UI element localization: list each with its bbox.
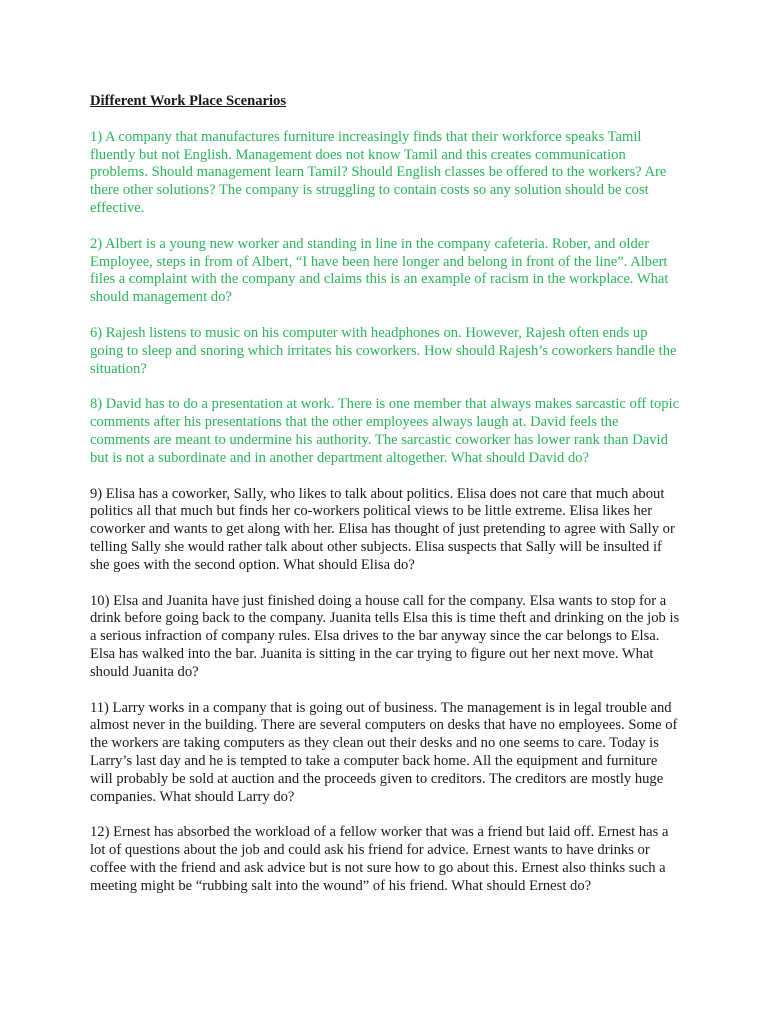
scenario-1: 1) A company that manufactures furniture increasingly finds that their workforce speaks Tamil fluently but not English. Management does not know Tamil and this creates communication problems. Should management learn Tamil? Should English classes be offered to the workers? Are there other solutions? The company is struggling to contain costs so any solution should be cost effective. [90,128,667,216]
scenario-2: 2) Albert is a young new worker and standing in line in the company cafeteria. Rober, and older Employee, steps in from of Albert, “I have been here longer and belong in front of the line”. Albert files a complaint with the company and claims this is an example of racism in the workplace. What should management do? [90,235,669,306]
scenario-12: 12) Ernest has absorbed the workload of a fellow worker that was a friend but laid off. Ernest has a lot of questions about the job and could ask his friend for advice. Ernest wants to have drinks or coffee with the friend and ask advice but is not sure how to go about this. Ernest also thinks such a meeting might be “rubbing salt into the wound” of his friend. What should Ernest do? [90,824,669,894]
document-body [90,93,682,913]
scenario-8: 8) David has to do a presentation at work. There is one member that always makes sarcastic off topic comments after his presentations that the other employees always laugh at. David feels the comments are meant to undermine his authority. The sarcastic coworker has lower rank than David but is not a subordinate and in another department altogether. What should David do? [90,396,680,466]
scenario-10: 10) Elsa and Juanita have just finished doing a house call for the company. Elsa wants to stop for a drink before going back to the company. Juanita tells Elsa this is time theft and drinking on the job is a serious infraction of company rules. Elsa drives to the bar anyway since the car belongs to Elsa. Elsa has walked into the bar. Juanita is sitting in the car trying to figure out her next move. What should Juanita do? [90,592,680,680]
scenario-6: 6) Rajesh listens to music on his computer with headphones on. However, Rajesh often ends up going to sleep and snoring which irritates his coworkers. How should Rajesh’s coworkers handle the situation? [90,324,677,377]
document-title: Different Work Place Scenarios [90,93,287,109]
scenario-11: 11) Larry works in a company that is going out of business. The management is in legal trouble and almost never in the building. There are several computers on desks that have no employees. Some of the workers are taking computers as they clean out their desks and no one seems to care. Today is Larry’s last day and he is tempted to take a computer back home. All the equipment and furniture will probably be sold at auction and the proceeds given to creditors. The creditors are mostly huge companies. What should Larry do? [90,699,678,805]
scenario-9: 9) Elisa has a coworker, Sally, who likes to talk about politics. Elisa does not care that much about politics all that much but finds her co-workers political views to be little extreme. Elisa likes her coworker and wants to get along with her. Elisa has thought of just pretending to agree with Sally or telling Sally she would rather talk about other subjects. Elisa suspects that Sally will be insulted if she goes with the second option. What should Elisa do? [90,485,675,573]
